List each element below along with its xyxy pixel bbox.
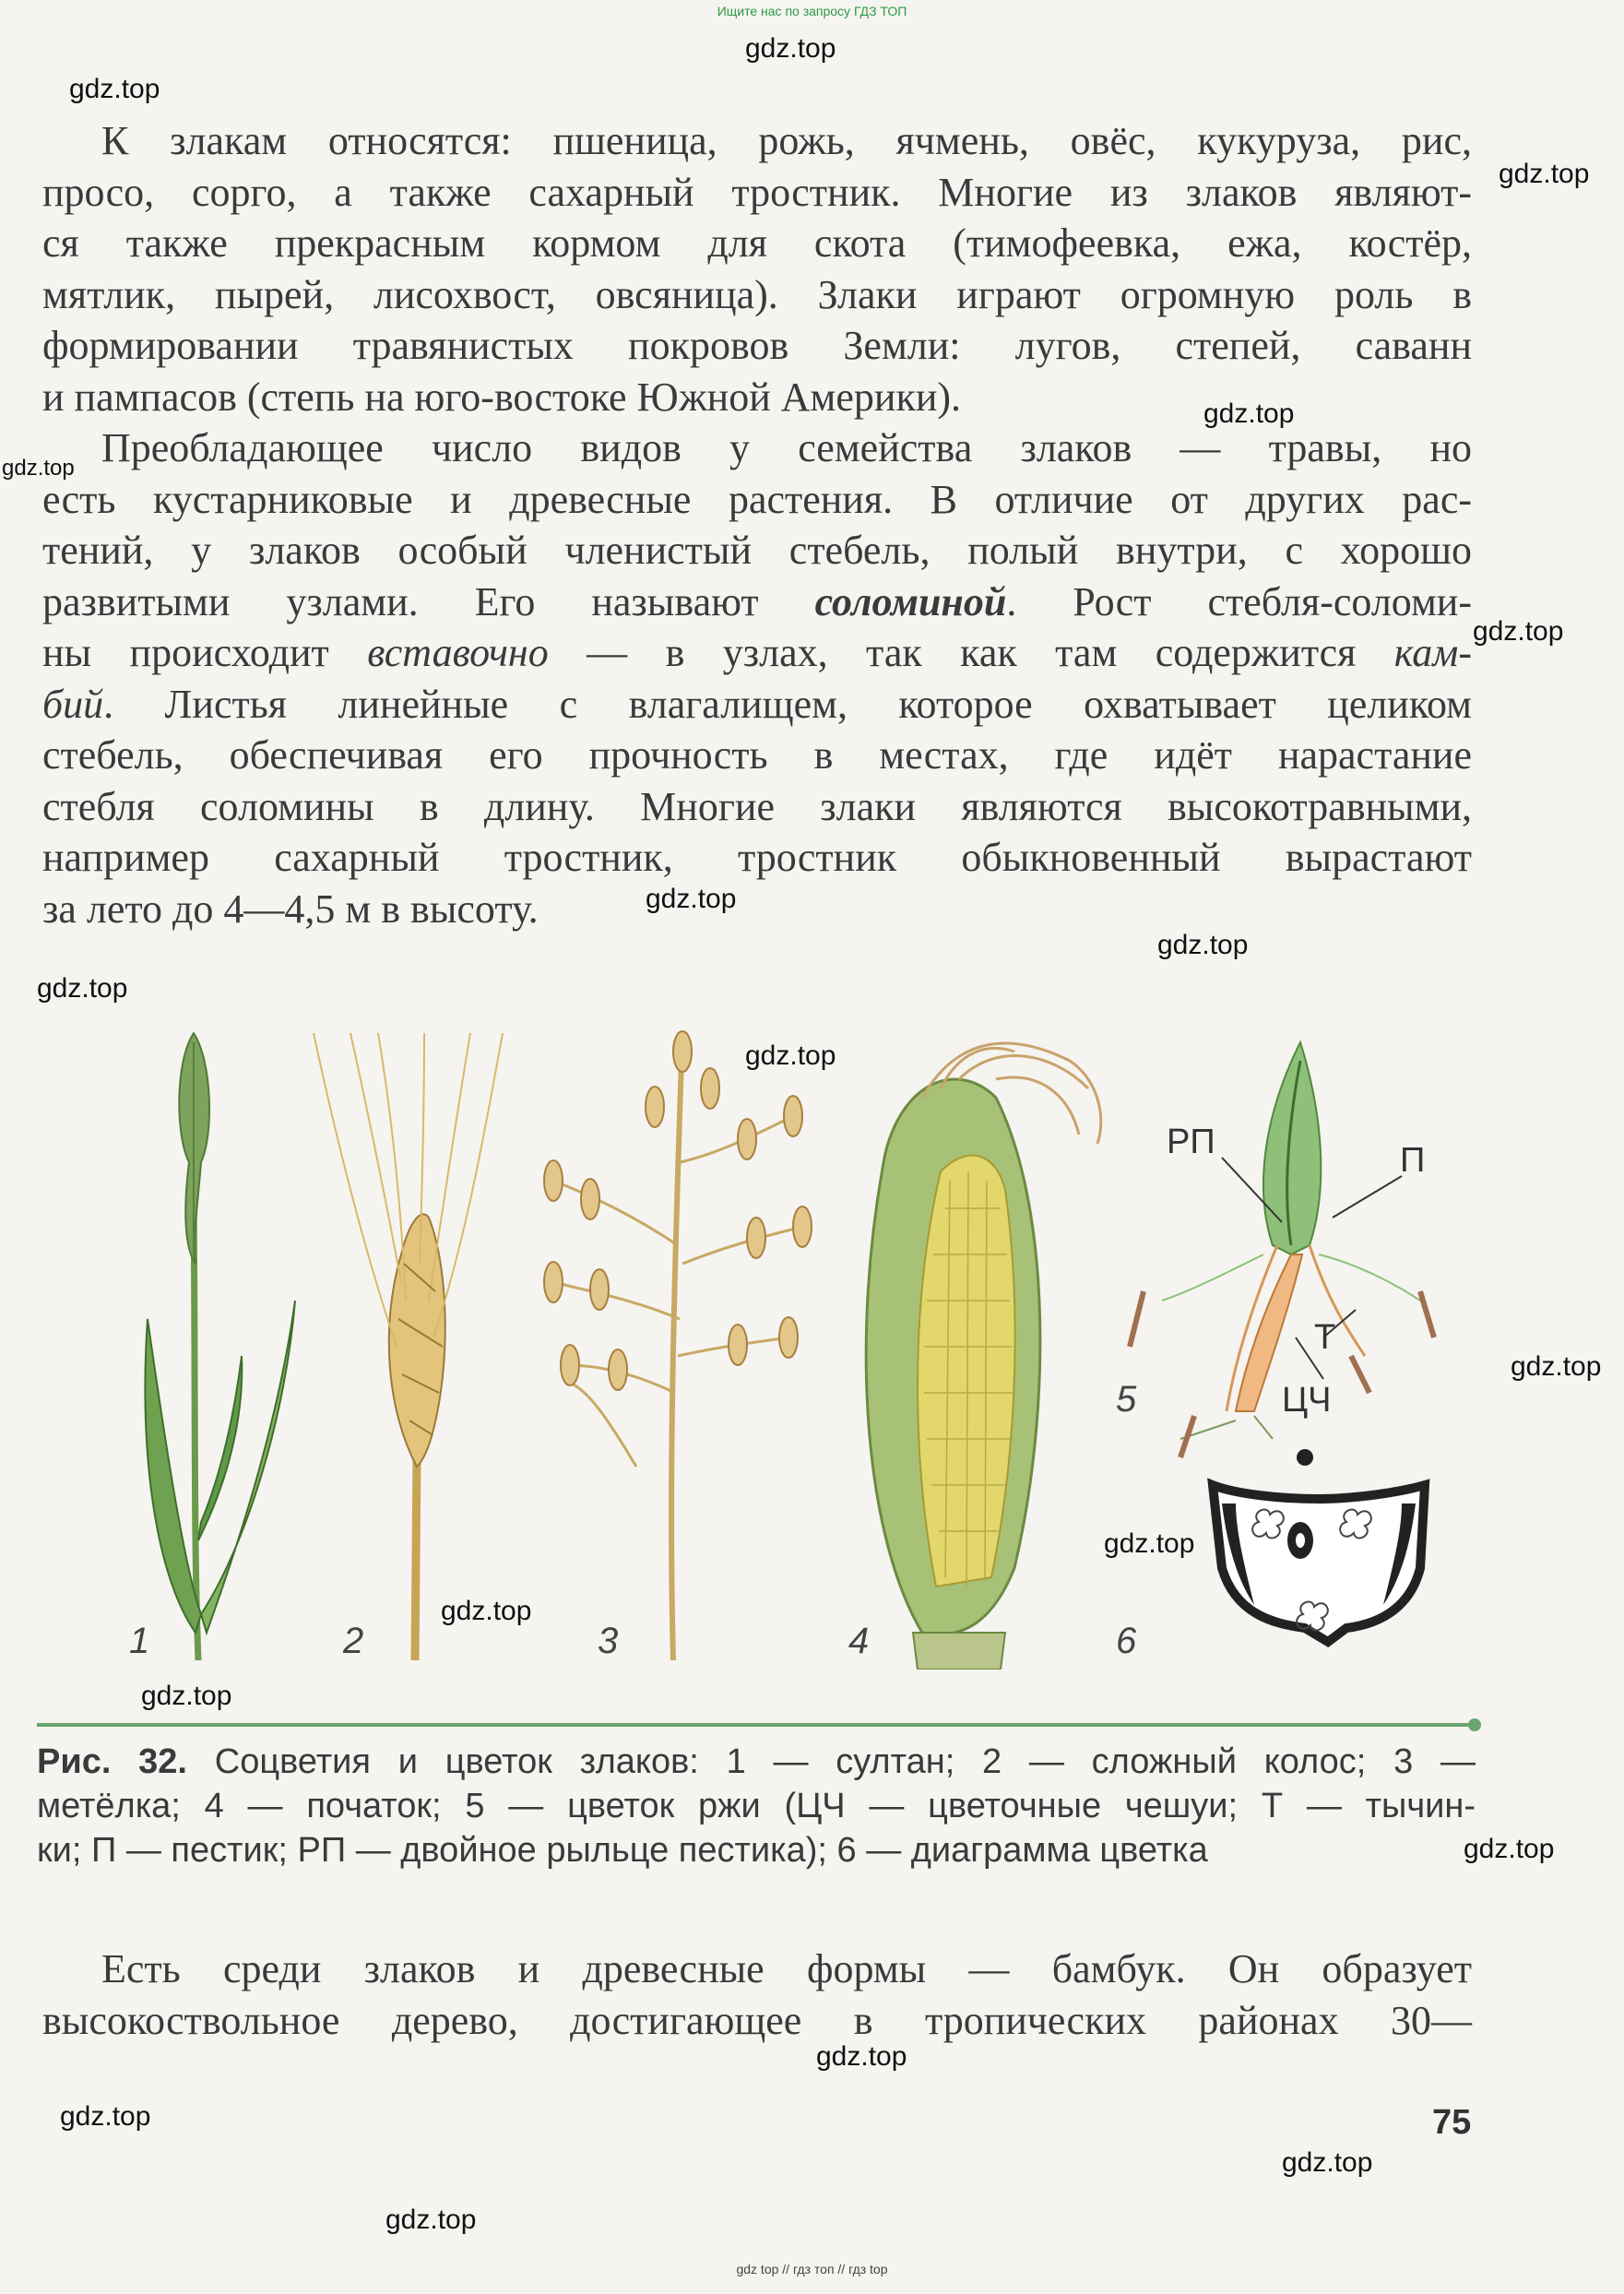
term-kambiy-start: кам- (1393, 630, 1473, 675)
caption-rule-dot (1468, 1718, 1481, 1731)
text-run: развитыми узлами. Его называют (42, 578, 815, 624)
watermark: gdz.top (646, 884, 737, 914)
caption-line (37, 1740, 1476, 1784)
text-line: и пампасов (степь на юго-востоке Южной Америки). (42, 374, 962, 420)
figure-number-4: 4 (848, 1621, 870, 1661)
paragraph-2 (42, 422, 1472, 934)
term-kambiy-end: бий (42, 681, 104, 727)
text-run: . Листья линейные с влагалищем, которое охватывает целиком (103, 681, 1472, 727)
text-line: Есть среди злаков и древесные формы — бамбук. Он образует (101, 1946, 1472, 1991)
text-line: высокоствольное дерево, достигающее в тропических районах 30— (42, 1997, 1472, 2043)
caption-line: ки; П — пестик; РП — двойное рыльце пестика); 6 — диаграмма цветка (37, 1831, 1208, 1870)
text-line (42, 679, 1472, 731)
plant-3-panicle (544, 1031, 812, 1660)
figure-number-2: 2 (343, 1621, 364, 1661)
bottom-note: gdz top // гдз топ // гдз top (736, 2262, 888, 2276)
plant-2-spike (314, 1033, 503, 1660)
caption-rule (37, 1723, 1476, 1727)
text-line: есть кустарниковые и древесные растения. В отличие от других рас- (42, 476, 1472, 522)
figure-32-illustration (37, 1024, 1476, 1670)
label-cch: ЦЧ (1282, 1381, 1332, 1420)
watermark: gdz.top (1104, 1528, 1195, 1559)
plant-4-cob (866, 1043, 1101, 1670)
watermark: gdz.top (2, 456, 75, 481)
label-rp: РП (1167, 1123, 1215, 1161)
text-line: мятлик, пырей, лисохвост, овсяница). Злаки играют огромную роль в (42, 271, 1472, 317)
term-solomina: соломиной (814, 578, 1007, 624)
text-run: Соцветия и цветок злаков: 1 — султан; 2 — сложный колос; 3 — (187, 1742, 1476, 1781)
watermark: gdz.top (745, 1040, 836, 1071)
watermark: gdz.top (385, 2205, 477, 2235)
label-p: П (1400, 1141, 1426, 1180)
text-line: стебель, обеспечивая его прочность в местах, где идёт нарастание (42, 732, 1472, 778)
text-line (42, 627, 1472, 679)
plant-6-flower-diagram (1213, 1449, 1425, 1642)
text-line: Преобладающее число видов у семейства злаков — травы, но (101, 425, 1472, 470)
watermark: gdz.top (1282, 2147, 1373, 2178)
watermark: gdz.top (141, 1681, 232, 1711)
figure-number-5: 5 (1116, 1379, 1137, 1420)
paragraph-3 (42, 1943, 1472, 2046)
plant-1-sultan (145, 1033, 295, 1660)
text-line: например сахарный тростник, тростник обыкновенный вырастают (42, 835, 1472, 880)
top-note: Ищите нас по запросу ГДЗ ТОП (717, 4, 907, 18)
text-line (42, 576, 1472, 628)
watermark: gdz.top (1464, 1834, 1555, 1864)
watermark: gdz.top (1511, 1351, 1602, 1382)
text-line: просо, сорго, а также сахарный тростник. Многие из злаков являют- (42, 169, 1472, 215)
watermark: gdz.top (37, 973, 128, 1004)
figure-caption (37, 1740, 1476, 1872)
text-run: — в узлах, так как там содержится (548, 630, 1394, 675)
watermark: gdz.top (69, 74, 160, 104)
figure-number-3: 3 (598, 1621, 619, 1661)
text-line: формировании травянистых покровов Земли: лугов, степей, саванн (42, 323, 1472, 368)
watermark: gdz.top (816, 2041, 907, 2072)
term-vstavochno: вставочно (367, 630, 549, 675)
caption-line: метёлка; 4 — початок; 5 — цветок ржи (ЦЧ — цветочные чешуи; Т — тычин- (37, 1787, 1476, 1825)
watermark: gdz.top (1473, 616, 1564, 647)
watermark: gdz.top (1157, 930, 1249, 960)
text-run: ны происходит (42, 630, 368, 675)
label-t: Т (1314, 1318, 1336, 1357)
figure-label: Рис. 32. (37, 1742, 187, 1781)
watermark: gdz.top (1203, 398, 1295, 429)
watermark: gdz.top (1499, 159, 1590, 189)
text-run: . Рост стебля-соломи- (1006, 578, 1473, 624)
paragraph-1 (42, 115, 1472, 422)
watermark: gdz.top (60, 2101, 151, 2132)
watermark: gdz.top (745, 33, 836, 64)
page-number: 75 (1432, 2103, 1472, 2142)
figure-number-1: 1 (129, 1621, 150, 1661)
text-line: стебля соломины в длину. Многие злаки являются высокотравными, (42, 783, 1472, 829)
text-line: тений, у злаков особый членистый стебель, полый внутри, с хорошо (42, 528, 1472, 573)
figure-number-6: 6 (1116, 1621, 1137, 1661)
watermark: gdz.top (441, 1596, 532, 1626)
text-line: ся также прекрасным кормом для скота (тимофеевка, ежа, костёр, (42, 220, 1472, 266)
text-line: за лето до 4—4,5 м в высоту. (42, 886, 539, 932)
text-line: К злакам относятся: пшеница, рожь, ячмень, овёс, кукуруза, рис, (101, 118, 1472, 163)
